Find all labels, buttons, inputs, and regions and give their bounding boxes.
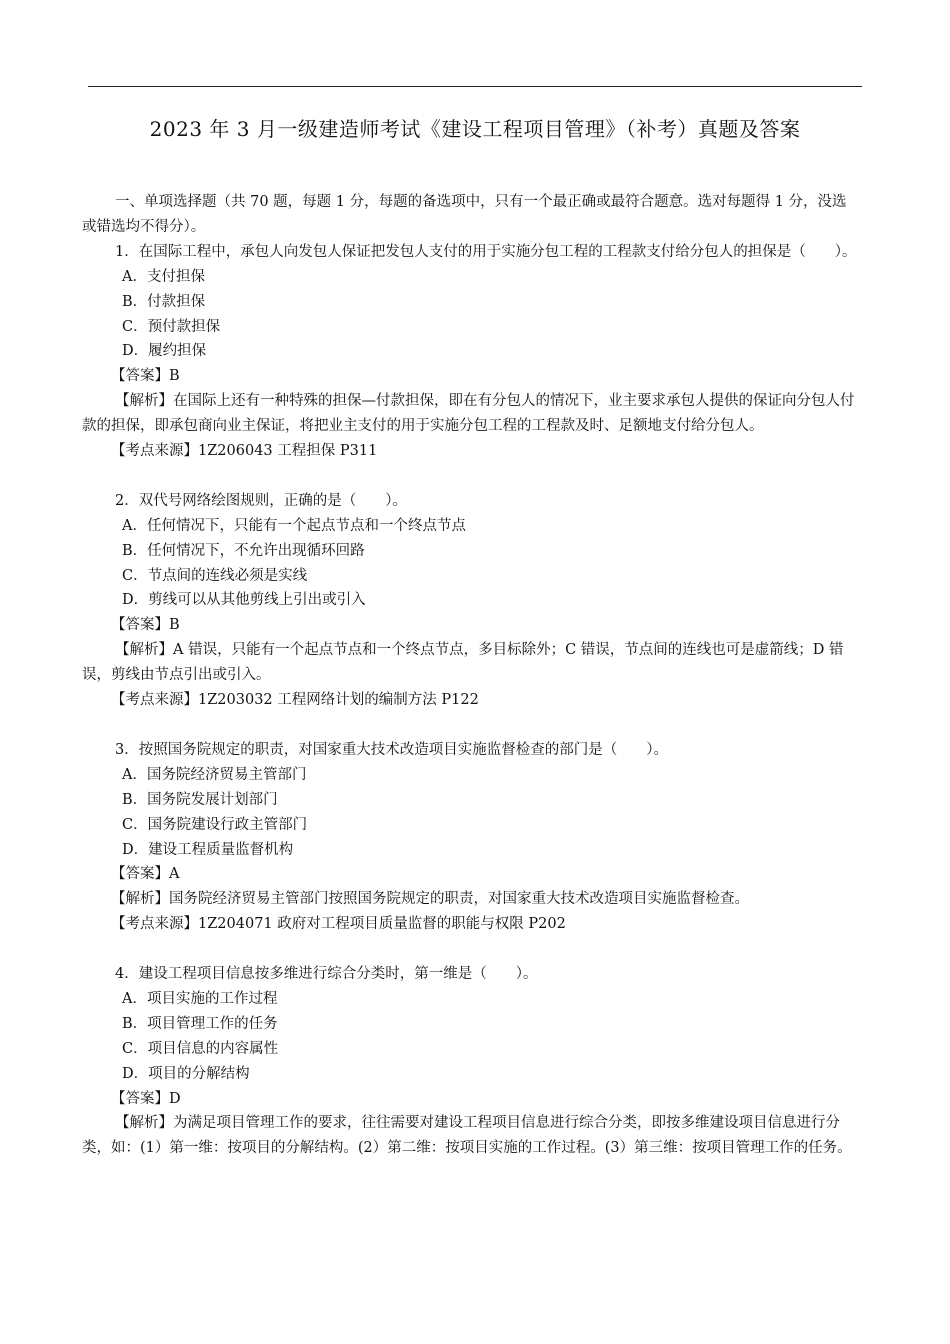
option-d: D．项目的分解结构 (122, 1065, 250, 1082)
option-a: A．项目实施的工作过程 (122, 990, 278, 1007)
question-3 (82, 738, 860, 937)
analysis: 【解析】为满足项目管理工作的要求，往往需要对建设工程项目信息进行综合分类，即按多维建设项目信息进行分类，如：(1）第一维：按项目的分解结构。(2）第二维：按项目实施的工作过程。(3）第三维：按项目管理工作的任务。 (82, 1115, 852, 1157)
option-d: D．建设工程质量监督机构 (122, 841, 294, 858)
source: 【考点来源】1Z206043 工程担保 P311 (111, 443, 378, 460)
source: 【考点来源】1Z203032 工程网络计划的编制方法 P122 (111, 692, 479, 709)
answer: 【答案】D (111, 1090, 181, 1107)
question-stem: 1．在国际工程中，承包人向发包人保证把发包人支付的用于实施分包工程的工程款支付给分包人的担保是（ ）。 (115, 243, 857, 260)
option-a: A．支付担保 (122, 268, 205, 285)
analysis: 【解析】国务院经济贸易主管部门按照国务院规定的职责，对国家重大技术改造项目实施监督检查。 (111, 891, 749, 908)
option-d: D．履约担保 (122, 343, 207, 360)
analysis: 【解析】A 错误，只能有一个起点节点和一个终点节点，多目标除外；C 错误，节点间的连线也可是虚箭线；D 错误，剪线由节点引出或引入。 (82, 642, 844, 684)
document-body (82, 190, 860, 1161)
analysis: 【解析】在国际上还有一种特殊的担保—付款担保，即在有分包人的情况下，业主要求承包人提供的保证向分包人付款的担保，即承包商向业主保证，将把业主支付的用于实施分包工程的工程款及时、足额地支付给分包人。 (82, 393, 855, 435)
source: 【考点来源】1Z204071 政府对工程项目质量监督的职能与权限 P202 (111, 916, 566, 933)
answer: 【答案】A (111, 866, 180, 883)
option-a: A．国务院经济贸易主管部门 (122, 766, 307, 783)
answer: 【答案】B (111, 617, 180, 634)
question-stem: 4．建设工程项目信息按多维进行综合分类时，第一维是（ ）。 (115, 966, 538, 983)
option-a: A．任何情况下，只能有一个起点节点和一个终点节点 (122, 517, 466, 534)
option-c: C．预付款担保 (122, 318, 221, 335)
answer: 【答案】B (111, 368, 180, 385)
option-b: B．项目管理工作的任务 (122, 1015, 278, 1032)
option-c: C．节点间的连线必须是实线 (122, 567, 308, 584)
option-b: B．国务院发展计划部门 (122, 791, 278, 808)
question-stem: 2．双代号网络绘图规则，正确的是（ ）。 (115, 492, 407, 509)
question-stem: 3．按照国务院规定的职责，对国家重大技术改造项目实施监督检查的部门是（ ）。 (115, 741, 668, 758)
question-2 (82, 489, 860, 713)
option-c: C．项目信息的内容属性 (122, 1040, 279, 1057)
option-b: B．付款担保 (122, 293, 206, 310)
spacer (82, 713, 860, 738)
question-1 (82, 240, 860, 464)
option-c: C．国务院建设行政主管部门 (122, 816, 308, 833)
spacer (82, 464, 860, 489)
option-b: B．任何情况下，不允许出现循环回路 (122, 542, 365, 559)
document-title: 2023 年 3 月一级建造师考试《建设工程项目管理》（补考）真题及答案 (149, 117, 801, 141)
spacer (82, 937, 860, 962)
option-d: D．剪线可以从其他剪线上引出或引入 (122, 592, 366, 609)
section-intro: 一、单项选择题（共 70 题，每题 1 分，每题的备选项中，只有一个最正确或最符合题意。选对每题得 1 分，没选或错选均不得分）。 (82, 194, 847, 235)
header-rule (88, 86, 862, 87)
question-4 (82, 962, 860, 1161)
